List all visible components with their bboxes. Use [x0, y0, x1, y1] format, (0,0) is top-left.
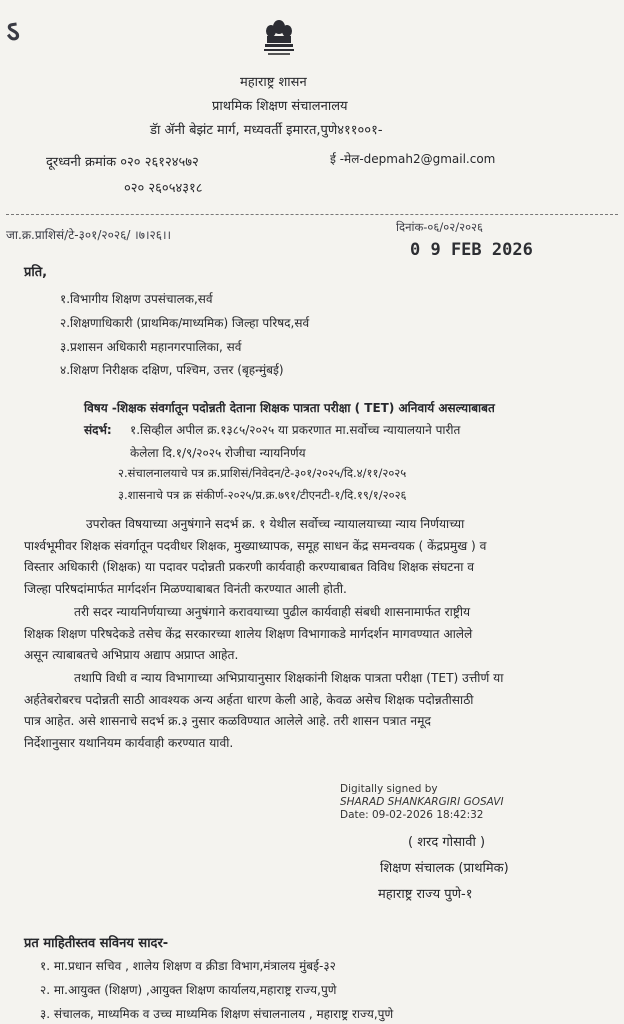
body-line: असून त्याबाबतचे अभिप्राय अद्याप अप्राप्त आहेत.: [24, 648, 239, 662]
signatory-office: महाराष्ट्र राज्य पुणे-१: [378, 887, 473, 902]
header-state-govt: महाराष्ट्र शासन: [240, 75, 307, 90]
signatory-name: ( शरद गोसावी ): [408, 835, 486, 850]
letter-subject: विषय -शिक्षक संवर्गातून पदोन्नती देताना शिक्षक पात्रता परीक्षा ( TET) अनिवार्य असल्याबाबत: [84, 401, 495, 415]
copy-to-label: प्रत माहितीस्तव सविनय सादर-: [24, 936, 169, 951]
recipient-item: ४.शिक्षण निरीक्षक दक्षिण, पश्चिम, उत्तर (बृहन्मुंबई): [60, 363, 284, 377]
body-paragraph-3: [24, 668, 503, 754]
body-line: पात्र आहेत. असे शासनाचे सदर्भ क्र.३ नुसार कळविण्यात आलेले आहे. तरी शासन पत्रात नमूद: [24, 714, 431, 728]
body-line: पार्श्वभूमीवर शिक्षक संवर्गातून पदवीधर शिक्षक, मुख्याध्यापक, समूह साधन केंद्र समन्वयक ( केंद्रप्रमुख ) व: [24, 538, 487, 553]
body-line: अर्हतेबरोबरच पदोन्नती साठी आवश्यक अन्य अर्हता धारण केली आहे, केवळ असेच शिक्षक पदोन्नतीसाठी: [24, 692, 474, 707]
recipient-item: ३.प्रशासन अधिकारी महानगरपालिका, सर्व: [60, 340, 242, 354]
header-phone-1: दूरध्वनी क्रमांक ०२० २६१२४५७२: [46, 155, 199, 170]
reference-item: केलेला दि.१/९/२०२५ रोजीचा न्यायनिर्णय: [130, 446, 306, 460]
reference-item: १.सिव्हील अपील क्र.१३८५/२०२५ या प्रकरणात मा.सर्वोच्च न्यायालयाने पारीत: [130, 423, 461, 437]
header-address: डॅा ॲनी बेझंट मार्ग, मध्यवर्ती इमारत,पुणे४११००१-: [150, 123, 383, 138]
header-email[interactable]: ई -मेल-depmah2@gmail.com: [330, 152, 496, 166]
body-paragraph-1: [24, 514, 486, 600]
letter-date-label: दिनांक-०६/०२/२०२६: [396, 220, 484, 234]
body-line: शिक्षक शिक्षण परिषदेकडे तसेच केंद्र सरकारच्या शालेय शिक्षण विभागाकडे मार्गदर्शन मागवण्यात आलेले: [24, 626, 473, 641]
digital-signature: [340, 783, 504, 822]
reference-label: संदर्भ:: [84, 423, 112, 437]
recipient-item: १.विभागीय शिक्षण उपसंचालक,सर्व: [60, 292, 213, 306]
header-phone-2: ०२० २६०५४३१८: [124, 181, 203, 196]
header-office-name: प्राथमिक शिक्षण संचालनालय: [212, 99, 348, 114]
digital-signature-line: Date: 09-02-2026 18:42:32: [340, 809, 484, 821]
body-line: जिल्हा परिषदांमार्फत मार्गदर्शन मिळण्याबाबत विनंती करण्यात आली होती.: [24, 581, 347, 596]
header-divider: [6, 214, 618, 215]
body-line: तथापि विधी व न्याय विभागाच्या अभिप्रायानुसार शिक्षकांनी शिक्षक पात्रता परीक्षा (TET) उत्तीर्ण या: [74, 671, 504, 685]
copy-to-item: ३. संचालक, माध्यमिक व उच्च माध्यमिक शिक्षण संचालनालय , महाराष्ट्र राज्य,पुणे: [40, 1007, 394, 1021]
digital-signature-line: SHARAD SHANKARGIRI GOSAVI: [340, 796, 504, 808]
reference-item: २.संचालनालयाचे पत्र क्र.प्राशिसं/निवेदन/टे-३०१/२०२५/दि.४/११/२०२५: [118, 466, 407, 480]
to-label: प्रति,: [24, 265, 48, 280]
digital-signature-line: Digitally signed by: [340, 783, 438, 795]
letter-reference-number: जा.क्र.प्राशिसं/टे-३०१/२०२६/ ।७।२६।।: [6, 228, 172, 242]
copy-to-item: २. मा.आयुक्त (शिक्षण) ,आयुक्त शिक्षण कार्यालय,महाराष्ट्र राज्य,पुणे: [40, 983, 337, 997]
reference-item: ३.शासनाचे पत्र क्र संकीर्ण-२०२५/प्र.क्र.७९१/टीएनटी-१/दि.१९/१/२०२६: [118, 488, 407, 502]
signatory-designation: शिक्षण संचालक (प्राथमिक): [380, 861, 509, 876]
body-paragraph-2: [24, 602, 472, 667]
page-corner-mark: ऽ: [3, 14, 22, 49]
body-line: तरी सदर न्यायनिर्णयाच्या अनुषंगाने करावयाच्या पुढील कार्यवाही संबधी शासनामार्फत राष्ट्रीय: [74, 605, 471, 619]
body-line: विस्तार अधिकारी (शिक्षक) या पदावर पदोन्नती प्रकरणी कार्यवाही करण्याबाबत विविध शिक्षक संघटना व: [24, 560, 475, 574]
copy-to-item: १. मा.प्रधान सचिव , शालेय शिक्षण व क्रीडा विभाग,मंत्रालय मुंबई-३२: [40, 959, 336, 973]
body-line: उपरोक्त विषयाच्या अनुषंगाने सदर्भ क्र. १ येथील सर्वोच्च न्यायालयाच्या न्याय निर्णयाच्या: [86, 517, 465, 531]
date-stamp: 0 9 FEB 2026: [410, 240, 533, 260]
state-emblem-icon: [262, 18, 296, 60]
recipient-item: २.शिक्षणाधिकारी (प्राथमिक/माध्यमिक) जिल्हा परिषद,सर्व: [60, 316, 310, 330]
body-line: निर्देशानुसार यथानियम कार्यवाही करण्यात यावी.: [24, 735, 234, 750]
